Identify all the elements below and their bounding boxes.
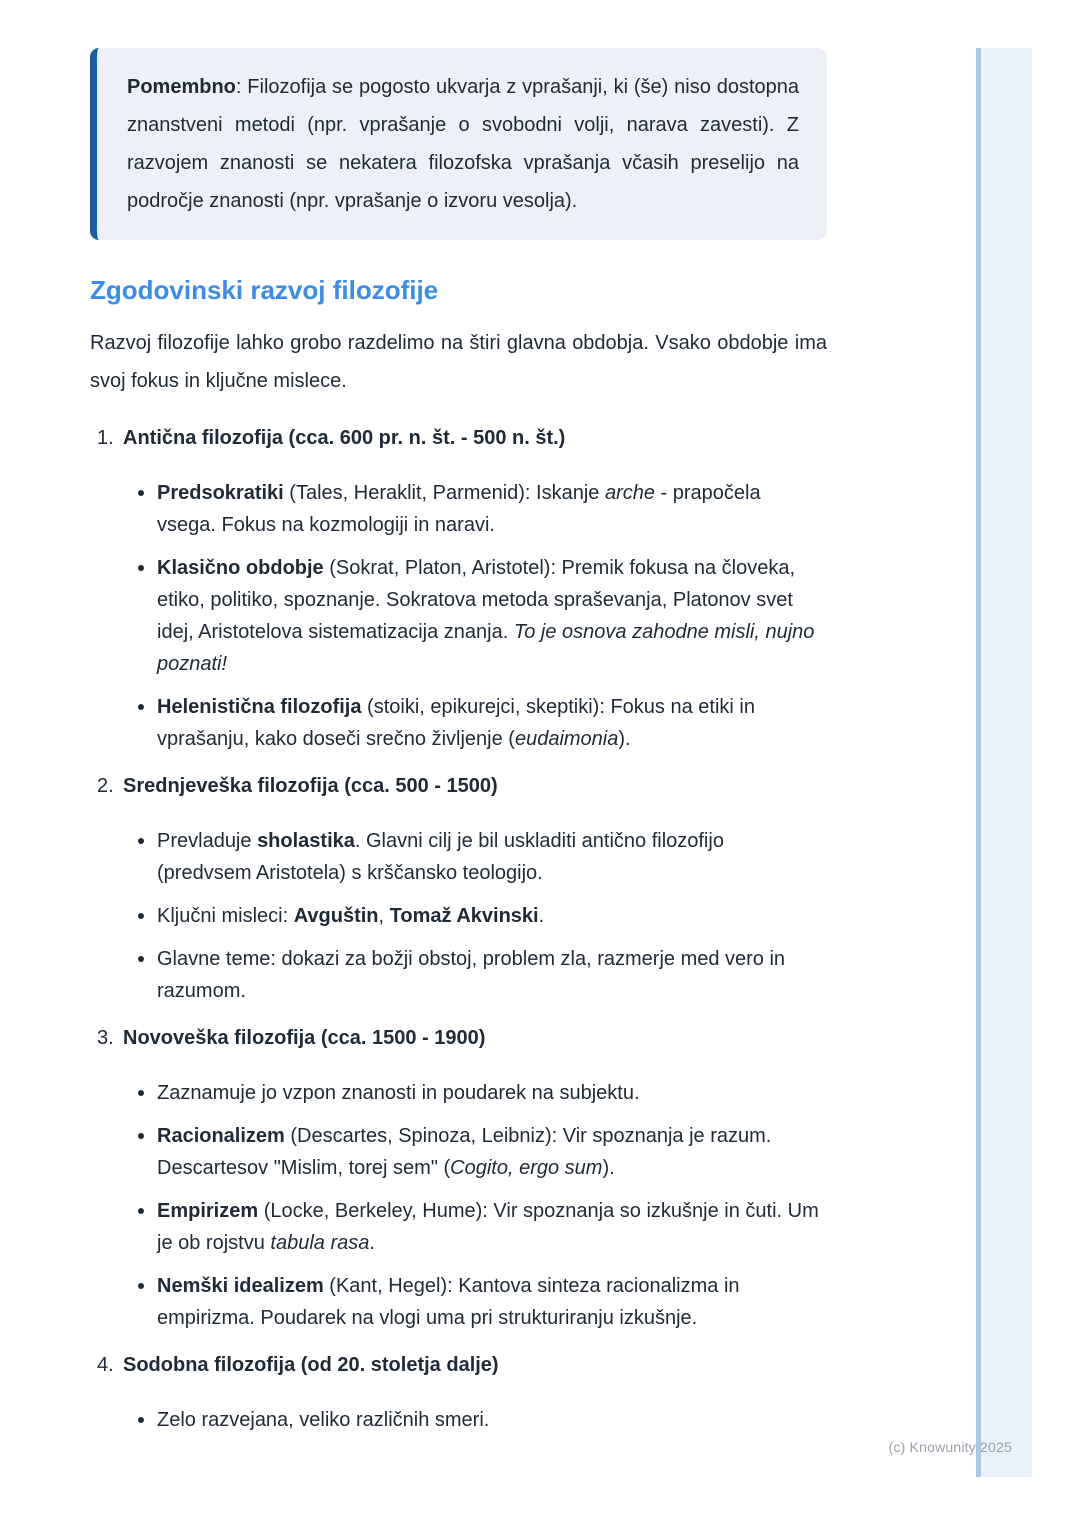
period-title: [97, 1022, 827, 1054]
text-segment: : Filozofija se pogosto ukvarja z vprašanji, ki (še) niso dostopna znanstveni metodi (npr. vprašanje o svobodni volji, narava zavesti). Z razvojem znanosti se nekatera filozofska vprašanja včasih preselijo na področje znanosti (npr. vprašanje o izvoru vesolja).: [127, 76, 799, 212]
text-segment: Pomembno: [127, 76, 236, 98]
bullet-item: [97, 477, 827, 541]
text-segment: Helenistična filozofija: [157, 696, 362, 718]
text-segment: Glavne teme: dokazi za božji obstoj, problem zla, razmerje med vero in razumom.: [157, 948, 786, 1002]
text-segment: sholastika: [257, 830, 355, 852]
period-number: 3.: [97, 1027, 114, 1049]
period-title-text: Srednjeveška filozofija (cca. 500 - 1500): [123, 775, 498, 797]
text-segment: Predsokratiki: [157, 482, 284, 504]
period-item: [97, 1022, 827, 1334]
callout-text: [127, 68, 799, 220]
period-title: [97, 770, 827, 802]
bullet-item: [97, 691, 827, 755]
period-bullets: [97, 825, 827, 1007]
section-intro: Razvoj filozofije lahko grobo razdelimo na štiri glavna obdobja. Vsako obdobje ima svoj fokus in ključne mislece.: [90, 332, 827, 392]
bullet-item: [97, 900, 827, 932]
text-segment: Prevladuje: [157, 830, 258, 852]
text-segment: - prapočela vsega. Fokus na kozmologiji in naravi.: [157, 482, 761, 536]
important-callout: [90, 48, 827, 240]
text-segment: Empirizem: [157, 1200, 259, 1222]
text-segment: tabula rasa: [270, 1232, 370, 1254]
period-title: [97, 422, 827, 454]
bullet-item: [97, 825, 827, 889]
bullet-item: [97, 1404, 827, 1436]
bullet-item: [97, 943, 827, 1007]
text-segment: To je osnova zahodne misli, nujno poznati!: [157, 621, 815, 675]
period-item: [97, 422, 827, 755]
text-segment: . Glavni cilj je bil uskladiti antično filozofijo (predvsem Aristotela) s krščansko teologijo.: [157, 830, 724, 884]
text-segment: arche: [604, 482, 655, 504]
period-title-text: Novoveška filozofija (cca. 1500 - 1900): [123, 1027, 486, 1049]
text-segment: (Locke, Berkeley, Hume): Vir spoznanja so izkušnje in čuti. Um je ob rojstvu: [157, 1200, 819, 1254]
period-number: 2.: [97, 775, 114, 797]
content-column: [90, 48, 827, 1451]
text-segment: Avguštin: [293, 905, 379, 927]
page-edge-strip: [976, 48, 1032, 1477]
text-segment: Tomaž Akvinski: [389, 905, 539, 927]
bullet-item: [97, 1077, 827, 1109]
bullet-item: [97, 1120, 827, 1184]
text-segment: Zelo razvejana, veliko različnih smeri.: [157, 1409, 490, 1431]
text-segment: (Kant, Hegel): Kantova sinteza racionalizma in empirizma. Poudarek na vlogi uma pri strukturiranju izkušnje.: [157, 1275, 740, 1329]
bullet-item: [97, 1195, 827, 1259]
text-segment: (Tales, Heraklit, Parmenid): Iskanje: [283, 482, 605, 504]
text-segment: Cogito, ergo sum: [450, 1157, 603, 1179]
text-segment: Klasično obdobje: [157, 557, 324, 579]
text-segment: Zaznamuje jo vzpon znanosti in poudarek na subjektu.: [157, 1082, 640, 1104]
period-bullets: [97, 477, 827, 755]
period-number: 1.: [97, 427, 114, 449]
periods-list: [90, 422, 827, 1436]
period-title: [97, 1349, 827, 1381]
text-segment: .: [538, 905, 545, 927]
period-item: [97, 1349, 827, 1436]
text-segment: (Descartes, Spinoza, Leibniz): Vir spoznanja je razum. Descartesov "Mislim, torej sem" (: [157, 1125, 772, 1179]
text-segment: (stoiki, epikurejci, skeptiki): Fokus na etiki in vprašanju, kako doseči srečno življenje (: [157, 696, 755, 750]
bullet-item: [97, 1270, 827, 1334]
text-segment: Ključni misleci:: [157, 905, 294, 927]
period-number: 4.: [97, 1354, 114, 1376]
period-bullets: [97, 1077, 827, 1334]
period-title-text: Sodobna filozofija (od 20. stoletja dalje): [123, 1354, 499, 1376]
text-segment: Racionalizem: [157, 1125, 285, 1147]
period-item: [97, 770, 827, 1007]
section-heading: Zgodovinski razvoj filozofije: [90, 275, 439, 305]
text-segment: ).: [602, 1157, 615, 1179]
text-segment: (Sokrat, Platon, Aristotel): Premik fokusa na človeka, etiko, politiko, spoznanje. Sokratova metoda spraševanja, Platonov svet idej, Aristotelova sistematizacija znanja.: [157, 557, 795, 643]
text-segment: .: [369, 1232, 375, 1254]
text-segment: eudaimonia: [514, 728, 619, 750]
period-title-text: Antična filozofija (cca. 600 pr. n. št. - 500 n. št.): [123, 427, 566, 449]
bullet-item: [97, 552, 827, 680]
period-bullets: [97, 1404, 827, 1436]
copyright-watermark: (c) Knowunity 2025: [888, 1439, 1012, 1455]
text-segment: Nemški idealizem: [157, 1275, 324, 1297]
text-segment: ).: [618, 728, 631, 750]
text-segment: ,: [378, 905, 390, 927]
